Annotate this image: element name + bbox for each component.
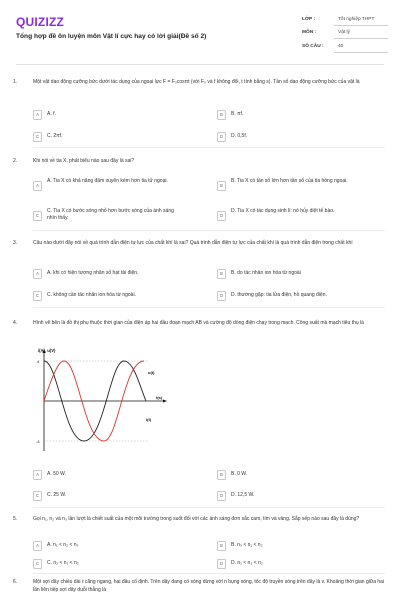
question-text: Câu nào dưới đây nói về quá trình dẫn điện tự lực của chất khí là sai? Quá trình dẫn điện tự lực của chất khí là quá trình dẫn điện trong chất khí: [33, 240, 353, 246]
question-divider: [33, 507, 385, 508]
option-letter: A: [33, 470, 42, 480]
question-number: 1.: [13, 79, 18, 85]
worksheet-title: Tổng hợp đề ôn luyện môn Vật lí cực hay có lời giải(Đề số 2): [16, 33, 207, 40]
option-text: B. 0 W.: [231, 470, 248, 477]
question-divider: [33, 573, 385, 574]
option-letter: A: [33, 110, 42, 120]
meta-label-class: LỚP :: [302, 17, 316, 22]
option-text: C. không cần tác nhân ion hóa từ ngoài.: [47, 291, 136, 298]
question-text: Hình vẽ bên là đồ thị phụ thuộc thời gian của điện áp hai đầu đoạn mạch AB và cường độ dòng điện chạy trong mạch. Công suất mà mạch tiêu thụ là: [33, 320, 364, 326]
option-letter: C: [33, 211, 42, 221]
u-curve-label: u(t): [148, 370, 155, 375]
ui-graph: [36, 347, 171, 457]
question-divider: [33, 230, 385, 231]
option-text: C. n₂ < n₁ < n₃: [47, 559, 79, 566]
option-letter: A: [33, 541, 42, 551]
question-number: 6.: [13, 579, 18, 585]
option-text: B. do tác nhân ion hóa từ ngoài: [231, 269, 301, 276]
option-text: D. n₁ < n₃ < n₂: [231, 559, 263, 566]
question-number: 2.: [13, 158, 18, 164]
question-text: Gọi n₁, n₂ và n₃ lần lượt là chiết suất của một môi trường trong suốt đối với các ánh sáng đơn sắc cam, tím và vàng. Sắp xếp nào sau đây là đúng?: [33, 516, 360, 522]
meta-value-subject: Vật lý: [338, 30, 350, 35]
option-text: A. f.: [47, 110, 56, 117]
option-letter: D: [217, 559, 226, 569]
y-axis-label: i(A), u(V): [38, 348, 56, 353]
option-text: B. Tia X có tần số lớn hơn tần số của tia hồng ngoại.: [231, 177, 348, 184]
option-letter: C: [33, 291, 42, 301]
option-letter: B: [217, 110, 226, 120]
t-axis-arrow: [163, 400, 167, 403]
meta-value-count: 40: [338, 44, 344, 49]
option-text: A. khi có hiện tượng nhân số hạt tải điện.: [47, 269, 139, 276]
question-number: 5.: [13, 516, 18, 522]
meta-underline: [334, 52, 388, 53]
option-text: C. 25 W.: [47, 491, 67, 498]
option-text: D. Tia X có tác dụng sinh lí: nó hủy diệt tế bào.: [231, 207, 335, 214]
question-text: Một sợi dây chiều dài ℓ căng ngang, hai đầu cố định. Trên dây đang có sóng dừng với n bụng sóng, tốc độ truyền sóng trên dây là v. Khoảng thời gian giữa hai lần liên tiếp sợi dây duỗi thẳng là: [33, 579, 385, 593]
option-letter: B: [217, 269, 226, 279]
i-curve-label: i(t): [146, 417, 152, 422]
meta-underline: [334, 25, 388, 26]
option-letter: D: [217, 291, 226, 301]
quizizz-logo: QUIZIZZ: [16, 15, 65, 29]
option-letter: C: [33, 132, 42, 142]
meta-label-count: SỐ CÂU :: [302, 44, 324, 49]
option-letter: C: [33, 491, 42, 501]
option-letter: A: [33, 269, 42, 279]
option-letter: D: [217, 132, 226, 142]
question-text: Một vật dao động cưỡng bức dưới tác dụng của ngoại lực F = F₀cosπt (với F₀ và f không đổi, t tính bằng s). Tần số dao động cưỡng bức của vật là: [33, 79, 360, 85]
option-letter: A: [33, 181, 42, 191]
question-divider: [33, 147, 385, 148]
worksheet-header: [0, 0, 400, 64]
header-divider: [16, 64, 384, 65]
meta-label-subject: MÔN :: [302, 30, 317, 35]
option-letter: B: [217, 181, 226, 191]
t-axis-label: t(s): [156, 395, 163, 400]
meta-value-class: Tốt nghiệp THPT: [338, 17, 375, 22]
option-letter: B: [217, 470, 226, 480]
option-text: A. 50 W.: [47, 470, 66, 477]
option-text: B. n₃ < n₁ < n₂: [231, 541, 263, 548]
question-text: Khi nói về tia X, phát biểu nào sau đây là sai?: [33, 158, 135, 164]
option-letter: D: [217, 211, 226, 221]
question-number: 4.: [13, 320, 18, 326]
question-number: 3.: [13, 240, 18, 246]
option-text: A. Tia X có khả năng đâm xuyên kém hơn tia tử ngoại.: [47, 177, 168, 184]
option-text: D. thường gặp: tia lửa điện, hồ quang điện.: [231, 291, 327, 298]
option-text: D. 0,5f.: [231, 132, 248, 139]
question-divider: [33, 307, 385, 308]
option-text: D. 12,5 W.: [231, 491, 255, 498]
option-text: A. n₁ < n₂ < n₃: [47, 541, 79, 548]
option-letter: D: [217, 491, 226, 501]
y-bottom-label: -4: [36, 439, 40, 444]
y-top-label: 4: [37, 359, 40, 364]
option-text: C. Tia X có bước sóng nhỏ hơn bước sóng của ánh sáng nhìn thấy.: [47, 207, 174, 221]
option-letter: B: [217, 541, 226, 551]
option-letter: C: [33, 559, 42, 569]
meta-underline: [334, 38, 388, 39]
option-text: C. 2πf.: [47, 132, 63, 139]
option-text: B. πf.: [231, 110, 244, 117]
